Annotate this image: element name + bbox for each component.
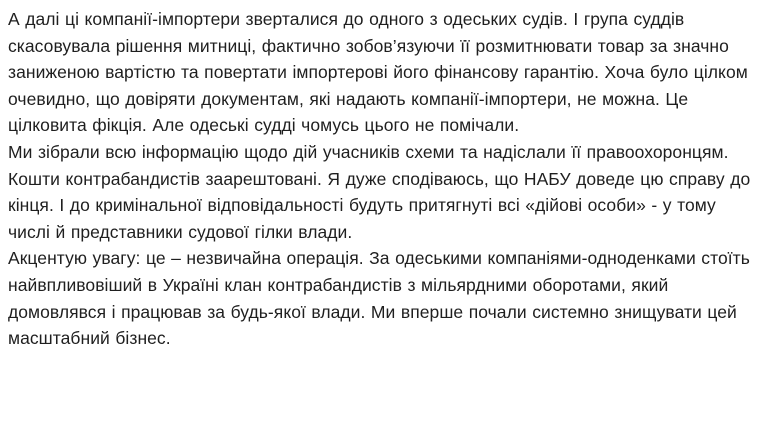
paragraph-1: А далі ці компанії-імпортери зверталися до одного з одеських судів. І група суддів скасовувала рішення митниці, фактично зобов’язуючи її розмитнювати товар за значно заниженою вартістю та повертати імпортерові його фінансову гарантію. Хоча було цілком очевидно, що довіряти документам, які надають компанії-імпортери, не можна. Це цілковита фікція. Але одеські судді чомусь цього не помічали. <box>8 9 748 136</box>
paragraph-2: Ми зібрали всю інформацію щодо дій учасників схеми та надіслали її правоохоронцям. Кошти контрабандистів заарештовані. Я дуже сподіваюсь, що НАБУ доведе цю справу до кінця. І до кримінальної відповідальності будуть притягнуті всі «дійові особи» - у тому числі й представники судової гілки влади. <box>8 141 751 242</box>
paragraph-3: Акцентую увагу: це – незвичайна операція. За одеськими компаніями-одноденками стоїть найвпливовіший в Україні клан контрабандистів з мільярдними оборотами, який домовлявся і працював за будь-якої влади. Ми вперше почали системно знищувати цей масштабний бізнес. <box>8 248 750 349</box>
